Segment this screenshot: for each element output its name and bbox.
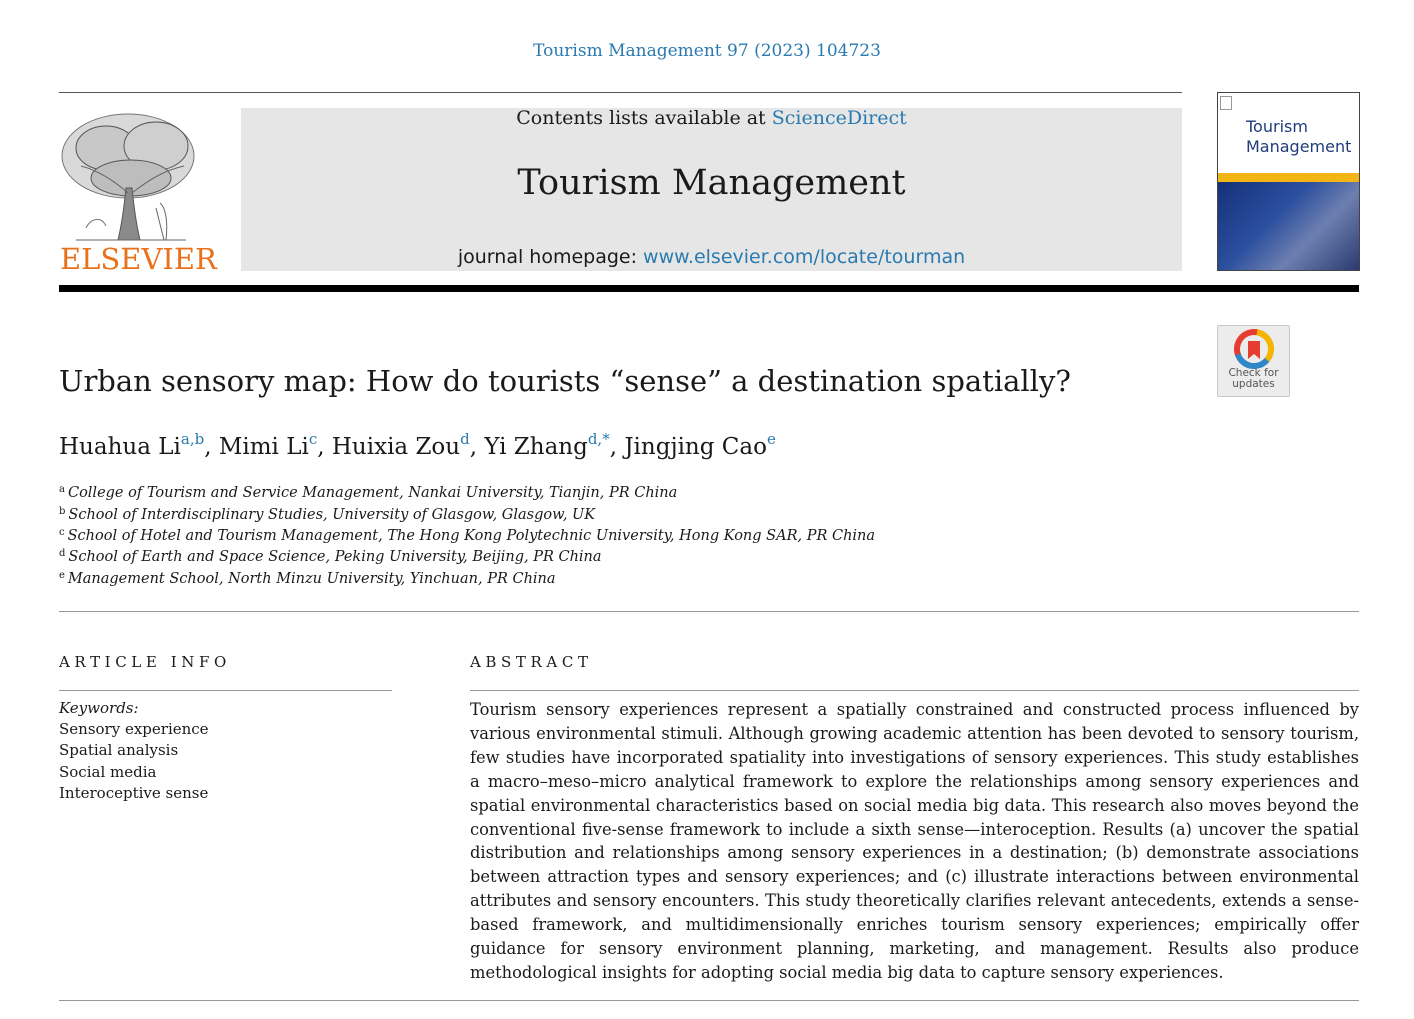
cover-publisher-mark — [1220, 96, 1232, 110]
affiliation — [59, 527, 875, 544]
author-list — [59, 430, 776, 460]
header-thick-rule — [59, 285, 1359, 292]
author-name[interactable]: Jingjing Cao — [624, 434, 767, 460]
check-for-updates-button[interactable] — [1217, 325, 1290, 397]
abstract-heading: ABSTRACT — [470, 653, 593, 671]
keywords-label: Keywords: — [59, 699, 139, 717]
cover-title-line1: Tourism — [1246, 117, 1308, 136]
author-affil-mark[interactable]: a,b — [180, 430, 205, 448]
affiliation-text: School of Interdisciplinary Studies, University of Glasgow, Glasgow, UK — [68, 507, 596, 523]
bottom-rule — [59, 1000, 1359, 1001]
affiliation-text: School of Hotel and Tourism Management, The Hong Kong Polytechnic University, Hong Kong SAR, PR China — [67, 528, 876, 544]
check-updates-line2: updates — [1232, 378, 1275, 390]
author-name[interactable]: Huixia Zou — [331, 434, 461, 460]
journal-name: Tourism Management — [517, 163, 906, 203]
author-name[interactable]: Yi Zhang — [484, 434, 588, 460]
affiliation-mark: a — [59, 484, 65, 495]
sciencedirect-link[interactable]: ScienceDirect — [771, 107, 907, 129]
keyword: Social media — [59, 763, 157, 781]
author-affil-mark[interactable]: e — [766, 430, 776, 448]
affiliation-text: College of Tourism and Service Management, Nankai University, Tianjin, PR China — [67, 485, 678, 501]
journal-cover[interactable] — [1217, 92, 1360, 271]
affiliation — [59, 506, 595, 523]
contents-prefix: Contents lists available at — [516, 107, 772, 129]
affiliation — [59, 484, 677, 501]
affiliation-mark: c — [59, 527, 65, 538]
article-title: Urban sensory map: How do tourists “sense” a destination spatially? — [59, 364, 1071, 398]
article-info-heading: ARTICLE INFO — [59, 653, 231, 671]
header-rule — [59, 92, 1182, 93]
affiliation-text: Management School, North Minzu University, Yinchuan, PR China — [67, 571, 556, 587]
author-affil-mark[interactable]: d — [460, 430, 470, 448]
contents-line — [241, 107, 1182, 129]
author-affil-mark[interactable]: d,* — [587, 430, 610, 448]
keyword: Spatial analysis — [59, 741, 179, 759]
cover-yellow-band — [1218, 173, 1359, 182]
cover-title-line2: Management — [1246, 137, 1352, 156]
keyword: Sensory experience — [59, 720, 209, 738]
elsevier-wordmark[interactable]: ELSEVIER — [60, 242, 217, 276]
journal-citation[interactable]: Tourism Management 97 (2023) 104723 — [533, 41, 881, 61]
author-separator: , — [204, 434, 219, 460]
author-separator: , — [609, 434, 625, 460]
abstract-body: Tourism sensory experiences represent a spatially constrained and constructed process influenced by various environmental stimuli. Although growing academic attention has been devoted to sensory tourism, few studies have incorporated spatiality into investigations of sensory experiences. This study establishes a macro–meso–micro analytical framework to explore the relationships among sensory experiences and spatial environmental characteristics based on social media big data. This research also moves beyond the conventional five-sense framework to include a sixth sense—interoception. Results (a) uncover the spatial distribution and relationships among sensory experiences in a destination; (b) demonstrate associations between attraction types and sensory experiences; and (c) illustrate interactions between environmental attributes and sensory encounters. This study theoretically clarifies relevant antecedents, extends a sense-based framework, and multidimensionally enriches tourism sensory experiences; empirically offer guidance for sensory environment planning, marketing, and management. Results also produce methodological insights for adopting social media big data to capture sensory experiences. — [470, 700, 1359, 982]
affiliation — [59, 548, 602, 565]
check-updates-line1: Check for — [1228, 367, 1279, 379]
author-separator: , — [469, 434, 485, 460]
author-name[interactable]: Mimi Li — [218, 434, 309, 460]
cover-image — [1218, 182, 1359, 270]
affiliation-mark: d — [59, 548, 66, 559]
keyword: Interoceptive sense — [59, 784, 209, 802]
author-affil-mark[interactable]: c — [308, 430, 318, 448]
affiliation-mark: b — [59, 506, 66, 517]
affiliation — [59, 570, 556, 587]
homepage-line — [241, 246, 1182, 268]
section-divider — [59, 611, 1359, 612]
check-updates-label — [1218, 368, 1289, 390]
homepage-prefix: journal homepage: — [457, 246, 644, 268]
abstract-rule — [470, 690, 1359, 691]
author-name[interactable]: Huahua Li — [59, 434, 181, 460]
check-updates-icon — [1234, 329, 1274, 369]
cover-title — [1246, 117, 1351, 157]
author-separator: , — [317, 434, 332, 460]
article-info-rule — [59, 690, 392, 691]
affiliation-text: School of Earth and Space Science, Peking University, Beijing, PR China — [68, 549, 602, 565]
affiliation-mark: e — [59, 570, 65, 581]
homepage-link[interactable]: www.elsevier.com/locate/tourman — [643, 246, 966, 268]
